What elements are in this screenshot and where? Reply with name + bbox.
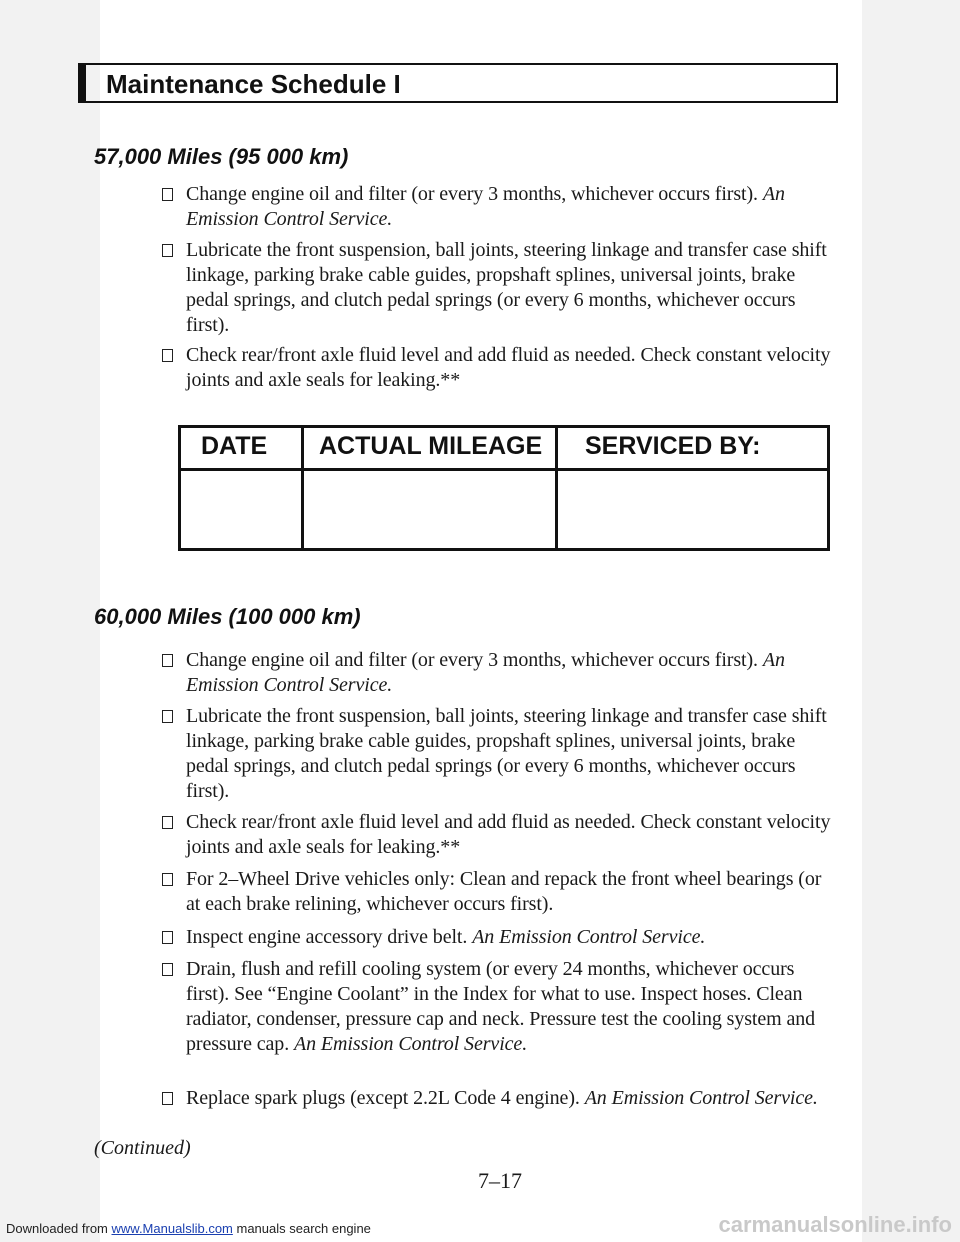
checklist-item	[186, 957, 836, 1057]
checklist-item	[186, 867, 836, 917]
item-text: Change engine oil and filter (or every 3 months, whichever occurs first).	[186, 183, 763, 205]
column-header-date: DATE	[201, 432, 268, 460]
checkbox-icon[interactable]	[162, 1092, 173, 1105]
watermark-suffix: manuals search engine	[232, 1221, 371, 1236]
item-text: Drain, flush and refill cooling system (or every 24 months, whichever occurs first). See “Engine Coolant” in the Index for what to use. Inspect hoses. Clean radiator, condenser, pressure cap and neck. Pressure test the cooling system and pressure cap.	[186, 958, 816, 1055]
checklist-item	[186, 238, 836, 338]
manualslib-link[interactable]: www.Manualslib.com	[111, 1221, 233, 1236]
checkbox-icon[interactable]	[162, 963, 173, 976]
item-text: Lubricate the front suspension, ball joints, steering linkage and transfer case shift linkage, parking brake cable guides, propshaft splines, universal joints, brake pedal springs, and clutch pedal springs (or every 6 months, whichever occurs first).	[186, 239, 827, 336]
table-header-row	[181, 428, 827, 471]
section-heading-57000: 57,000 Miles (95 000 km)	[94, 144, 349, 169]
column-header-mileage: ACTUAL MILEAGE	[319, 432, 543, 460]
item-text: Check rear/front axle fluid level and add fluid as needed. Check constant velocity joints and axle seals for leaking.**	[186, 811, 831, 858]
checkbox-icon[interactable]	[162, 873, 173, 886]
item-text: Change engine oil and filter (or every 3 months, whichever occurs first).	[186, 649, 763, 671]
download-watermark	[6, 1221, 371, 1236]
item-text: Lubricate the front suspension, ball joints, steering linkage and transfer case shift linkage, parking brake cable guides, propshaft splines, universal joints, brake pedal springs, and clutch pedal springs (or every 6 months, whichever occurs first).	[186, 705, 827, 802]
checklist-item	[186, 925, 836, 950]
column-header-serviced-by: SERVICED BY:	[585, 432, 761, 460]
page-number: 7–17	[478, 1168, 522, 1193]
site-watermark: carmanualsonline.info	[718, 1212, 952, 1237]
column-divider	[555, 428, 558, 548]
item-text: Check rear/front axle fluid level and add fluid as needed. Check constant velocity joints and axle seals for leaking.**	[186, 344, 831, 391]
item-text: Replace spark plugs (except 2.2L Code 4 engine).	[186, 1087, 585, 1109]
checkbox-icon[interactable]	[162, 710, 173, 723]
item-emphasis: An Emission Control Service.	[186, 183, 785, 230]
checklist-item	[186, 182, 836, 232]
schedule-header	[78, 63, 838, 103]
watermark-prefix: Downloaded from	[6, 1221, 112, 1236]
service-log-table	[178, 425, 830, 551]
checkbox-icon[interactable]	[162, 816, 173, 829]
page-title: Maintenance Schedule I	[106, 69, 401, 99]
item-text: Inspect engine accessory drive belt.	[186, 926, 473, 948]
checkbox-icon[interactable]	[162, 349, 173, 362]
checkbox-icon[interactable]	[162, 654, 173, 667]
continued-note: (Continued)	[94, 1137, 191, 1159]
item-emphasis: An Emission Control Service.	[472, 926, 706, 948]
item-emphasis: An Emission Control Service.	[186, 649, 785, 696]
checklist-item	[186, 704, 836, 804]
item-text: For 2–Wheel Drive vehicles only: Clean and repack the front wheel bearings (or at each brake relining, whichever occurs first).	[186, 868, 822, 915]
column-divider	[301, 428, 304, 548]
checklist-item	[186, 648, 836, 698]
checklist-item	[186, 810, 836, 860]
item-emphasis: An Emission Control Service.	[584, 1087, 818, 1109]
checkbox-icon[interactable]	[162, 244, 173, 257]
item-emphasis: An Emission Control Service.	[294, 1033, 528, 1055]
checklist-item	[186, 1086, 836, 1111]
section-heading-60000: 60,000 Miles (100 000 km)	[94, 604, 361, 629]
checkbox-icon[interactable]	[162, 188, 173, 201]
checkbox-icon[interactable]	[162, 931, 173, 944]
checklist-item	[186, 343, 836, 393]
